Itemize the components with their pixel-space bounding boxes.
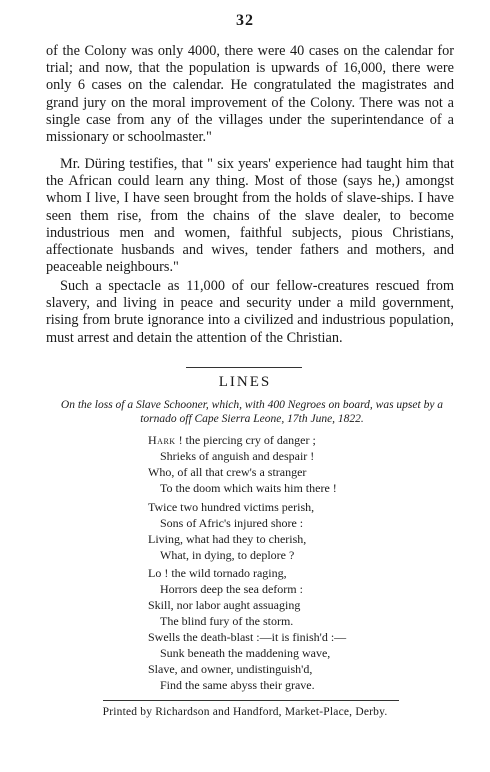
section-divider xyxy=(186,367,302,368)
paragraph-text: Such a spectacle as 11,000 of our fellow-creatures rescued from slavery, and living in peace and security under a mild government, rising from brute ignorance into a civilized and industrious population, must arrest and detain the attention of the Christian. xyxy=(46,278,454,346)
poem-line-text: ! the piercing cry of danger ; xyxy=(178,433,316,447)
footer-divider xyxy=(103,700,399,701)
paragraph-colony-statistics xyxy=(46,43,454,146)
poem-line: Swells the death-blast :—it is finish'd :— xyxy=(148,630,347,644)
poem-line: Slave, and owner, undistinguish'd, xyxy=(148,662,313,676)
poem-first-word: Hark xyxy=(148,433,176,447)
poem-line: Sunk beneath the maddening wave, xyxy=(160,646,331,660)
poem-subtitle: On the loss of a Slave Schooner, which, with 400 Negroes on board, was upset by a tornado off Cape Sierra Leone, 17th June, 1822. xyxy=(60,399,444,425)
paragraph-text: of the Colony was only 4000, there were 40 cases on the calendar for trial; and now, that the population is upwards of 16,000, there were only 6 cases on the calendar. He congratulated the magistrates and grand jury on the moral improvement of the Colony. There was not a single case from any of the villages under the superintendance of a missionary or schoolmaster." xyxy=(46,43,454,146)
paragraph-spectacle xyxy=(46,278,454,347)
poem-title: LINES xyxy=(218,374,272,390)
poem-line: What, in dying, to deplore ? xyxy=(160,548,295,562)
page-number: 32 xyxy=(236,12,254,29)
poem-line: The blind fury of the storm. xyxy=(160,614,294,628)
poem-line: Shrieks of anguish and despair ! xyxy=(160,449,315,463)
printer-imprint: Printed by Richardson and Handford, Market-Place, Derby. xyxy=(102,706,388,718)
poem-line: Skill, nor labor aught assuaging xyxy=(148,598,301,612)
poem-line: Twice two hundred victims perish, xyxy=(148,500,315,514)
poem-line: Lo ! the wild tornado raging, xyxy=(148,566,287,580)
poem-line: Sons of Afric's injured shore : xyxy=(160,516,304,530)
poem-line: Find the same abyss their grave. xyxy=(160,678,315,692)
paragraph-during-testimony xyxy=(46,156,454,276)
poem-line: To the doom which waits him there ! xyxy=(160,481,337,495)
poem-line: Who, of all that crew's a stranger xyxy=(148,465,307,479)
poem-line: Horrors deep the sea deform : xyxy=(160,582,303,596)
poem-line: Living, what had they to cherish, xyxy=(148,532,307,546)
poem-line xyxy=(148,432,316,448)
paragraph-text: Mr. Düring testifies, that " six years' experience had taught him that the African could learn any thing. Most of those (says he,) amongst whom I live, I have seen brought from the holds of slave-ships. I have seen them rise, from the chains of the slave dealer, to become industrious men and women, faithful subjects, pious Christians, affectionate husbands and wives, tender fathers and mothers, and peaceable neighbours." xyxy=(46,156,454,276)
